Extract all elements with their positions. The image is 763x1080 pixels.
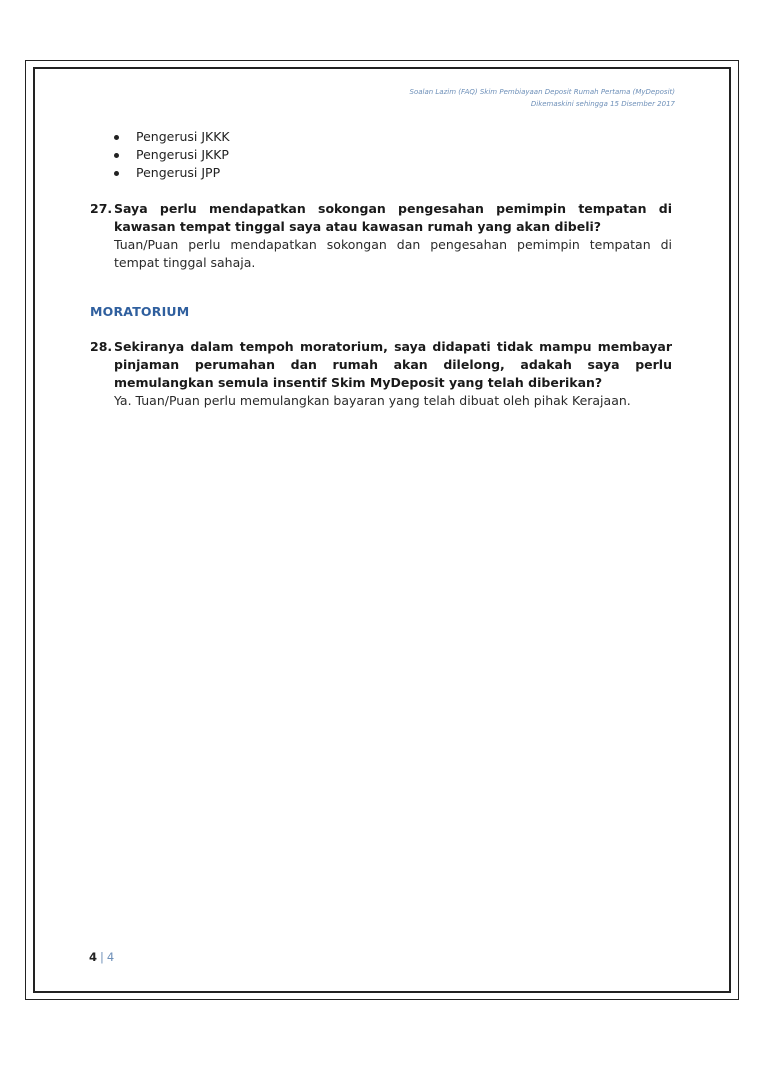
question-28	[90, 338, 672, 410]
page-separator: |	[100, 950, 104, 964]
question-number: 27.	[90, 201, 113, 216]
page-footer	[89, 950, 114, 964]
question-number: 28.	[90, 339, 113, 354]
list-item: Pengerusi JKKP	[110, 146, 230, 164]
bullet-list	[110, 128, 230, 182]
question-text: Saya perlu mendapatkan sokongan pengesahan pemimpin tempatan di kawasan tempat tinggal saya atau kawasan rumah yang akan dibeli?	[114, 201, 672, 234]
list-item: Pengerusi JPP	[110, 164, 230, 182]
header-date: Dikemaskini sehingga 15 Disember 2017	[530, 100, 675, 108]
answer-text: Ya. Tuan/Puan perlu memulangkan bayaran yang telah dibuat oleh pihak Kerajaan.	[114, 393, 631, 408]
question-text: Sekiranya dalam tempoh moratorium, saya didapati tidak mampu membayar pinjaman perumahan dan rumah akan dilelong, adakah saya perlu memulangkan semula insentif Skim MyDeposit yang telah diberikan?	[114, 339, 672, 390]
answer-text: Tuan/Puan perlu mendapatkan sokongan dan pengesahan pemimpin tempatan di tempat tinggal sahaja.	[114, 237, 672, 270]
header-title: Soalan Lazim (FAQ) Skim Pembiayaan Deposit Rumah Pertama (MyDeposit)	[409, 88, 675, 96]
section-title: MORATORIUM	[90, 304, 190, 319]
page-total: 4	[106, 950, 115, 964]
list-item: Pengerusi JKKK	[110, 128, 230, 146]
question-27	[90, 200, 672, 272]
document-header	[410, 86, 676, 110]
page-number: 4	[89, 950, 98, 964]
